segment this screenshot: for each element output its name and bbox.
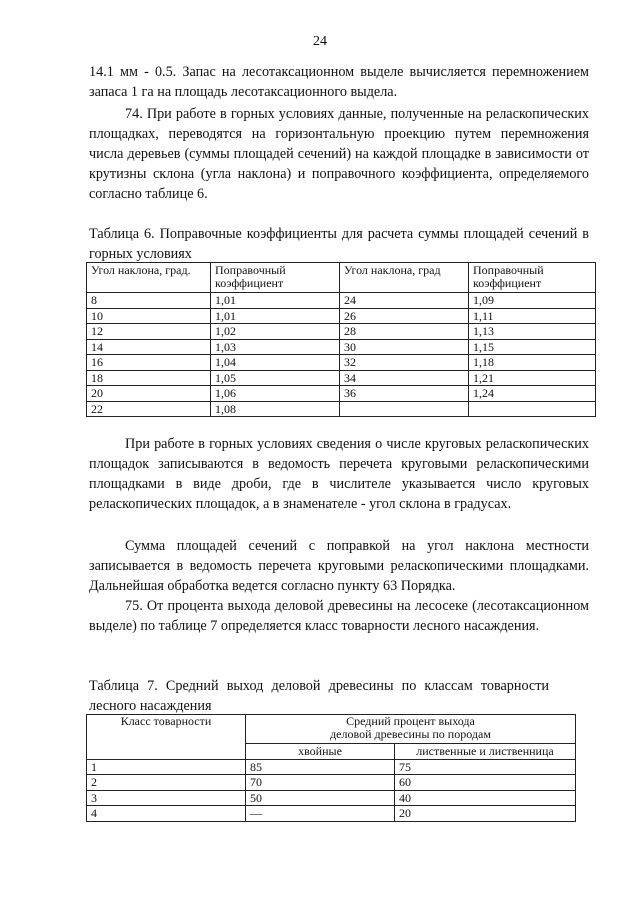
paragraph-75 xyxy=(89,596,589,636)
table-cell: 16 xyxy=(87,355,211,371)
table7-header-class: Класс товарности xyxy=(87,715,246,760)
table-cell: 26 xyxy=(340,308,469,324)
table-cell: 1,18 xyxy=(469,355,596,371)
table-row xyxy=(87,806,576,822)
table6-header-coef-2-line1: Поправочный xyxy=(473,263,544,277)
table-cell: 8 xyxy=(87,293,211,309)
table7-header-deciduous: лиственные и лиственница xyxy=(395,744,576,760)
table-cell: 24 xyxy=(340,293,469,309)
table-cell: 28 xyxy=(340,324,469,340)
table-row xyxy=(87,355,596,371)
table-row xyxy=(87,401,596,417)
table-cell: 1,05 xyxy=(211,370,340,386)
table7-caption: Таблица 7. Средний выход деловой древесины по классам товарности лесного насаждения xyxy=(89,678,549,714)
table-cell: 1,13 xyxy=(469,324,596,340)
table-cell: 60 xyxy=(395,775,576,791)
paragraph-1-text: 14.1 мм - 0.5. Запас на лесотаксационном выделе вычисляется перемножением запаса 1 га на площадь лесотаксационного выдела. xyxy=(89,64,589,100)
table6-header-row xyxy=(87,263,596,293)
table-cell: 1,15 xyxy=(469,339,596,355)
table-cell: 50 xyxy=(246,790,395,806)
table6-header-coef-2-line2: коэффициент xyxy=(473,276,542,290)
table-cell: 75 xyxy=(395,759,576,775)
table-cell xyxy=(469,401,596,417)
table-cell: 1,02 xyxy=(211,324,340,340)
table-row xyxy=(87,370,596,386)
paragraph-74-text: 74. При работе в горных условиях данные, полученные на реласкопических площадках, переводятся на горизонтальную проекцию путем перемножения числа деревьев (суммы площадей сечений) на каждой площадке в зависимости от крутизны склона (угла наклона) и поправочного коэффициента, определяемого согласно таблице 6. xyxy=(89,106,589,202)
table-row xyxy=(87,293,596,309)
paragraph-1 xyxy=(89,62,589,102)
table-cell: 2 xyxy=(87,775,246,791)
table-cell: 18 xyxy=(87,370,211,386)
table-cell: 1,01 xyxy=(211,293,340,309)
table6-header-coef-1 xyxy=(211,263,340,293)
table-cell: 14 xyxy=(87,339,211,355)
table-cell: 85 xyxy=(246,759,395,775)
table-row xyxy=(87,386,596,402)
table-row xyxy=(87,775,576,791)
paragraph-75-text: 75. От процента выхода деловой древесины на лесосеке (лесотаксационном выделе) по таблице 7 определяется класс товарности лесного насаждения. xyxy=(89,598,589,634)
table-row xyxy=(87,790,576,806)
table7-header-coniferous: хвойные xyxy=(246,744,395,760)
table-cell: 1,06 xyxy=(211,386,340,402)
table6-header-coef-1-line1: Поправочный xyxy=(215,263,286,277)
table-cell xyxy=(340,401,469,417)
table-cell: 1,08 xyxy=(211,401,340,417)
table-cell: 70 xyxy=(246,775,395,791)
table-cell: 10 xyxy=(87,308,211,324)
table6-header-angle-1: Угол наклона, град. xyxy=(87,263,211,293)
table-cell: 36 xyxy=(340,386,469,402)
paragraph-mountain-records-text: При работе в горных условиях сведения о числе круговых реласкопических площадок записываются в ведомость перечета круговыми реласкопическими площадками в виде дроби, где в числителе указывается число круговых реласкопических площадок, а в знаменателе - угол склона в градусах. xyxy=(89,436,589,512)
table-6 xyxy=(86,262,596,417)
table-cell: 22 xyxy=(87,401,211,417)
paragraph-mountain-records xyxy=(89,434,589,514)
table-cell: 3 xyxy=(87,790,246,806)
table6-header-coef-1-line2: коэффициент xyxy=(215,276,284,290)
table7-header-percent-line2: деловой древесины по породам xyxy=(330,727,491,741)
table-cell: 1,11 xyxy=(469,308,596,324)
table-row xyxy=(87,339,596,355)
table7-header-row xyxy=(87,715,576,744)
table-cell: 20 xyxy=(87,386,211,402)
table-cell: 1,09 xyxy=(469,293,596,309)
table6-header-angle-2: Угол наклона, град xyxy=(340,263,469,293)
page-number: 24 xyxy=(313,34,327,49)
table6-header-coef-2 xyxy=(469,263,596,293)
table7-header-percent-line1: Средний процент выхода xyxy=(346,714,475,728)
paragraph-sum-areas-text: Сумма площадей сечений с поправкой на угол наклона местности записывается в ведомость перечета круговыми реласкопическими площадками. Дальнейшая обработка ведется согласно пункту 63 Порядка. xyxy=(89,538,589,594)
table-cell: 20 xyxy=(395,806,576,822)
table-7 xyxy=(86,714,576,822)
table-cell: 40 xyxy=(395,790,576,806)
table6-caption: Таблица 6. Поправочные коэффициенты для расчета суммы площадей сечений в горных условиях xyxy=(89,226,589,262)
table-cell: 34 xyxy=(340,370,469,386)
table-cell: 1,03 xyxy=(211,339,340,355)
table-row xyxy=(87,759,576,775)
table-cell: 1,01 xyxy=(211,308,340,324)
table-cell: 12 xyxy=(87,324,211,340)
table-cell: 1,24 xyxy=(469,386,596,402)
table-cell: 4 xyxy=(87,806,246,822)
paragraph-sum-areas xyxy=(89,536,589,596)
table7-header-percent xyxy=(246,715,576,744)
table-row xyxy=(87,308,596,324)
table-cell: — xyxy=(246,806,395,822)
table-cell: 32 xyxy=(340,355,469,371)
table-row xyxy=(87,324,596,340)
table-cell: 30 xyxy=(340,339,469,355)
table-cell: 1,21 xyxy=(469,370,596,386)
paragraph-74 xyxy=(89,104,589,204)
table-cell: 1,04 xyxy=(211,355,340,371)
table-cell: 1 xyxy=(87,759,246,775)
